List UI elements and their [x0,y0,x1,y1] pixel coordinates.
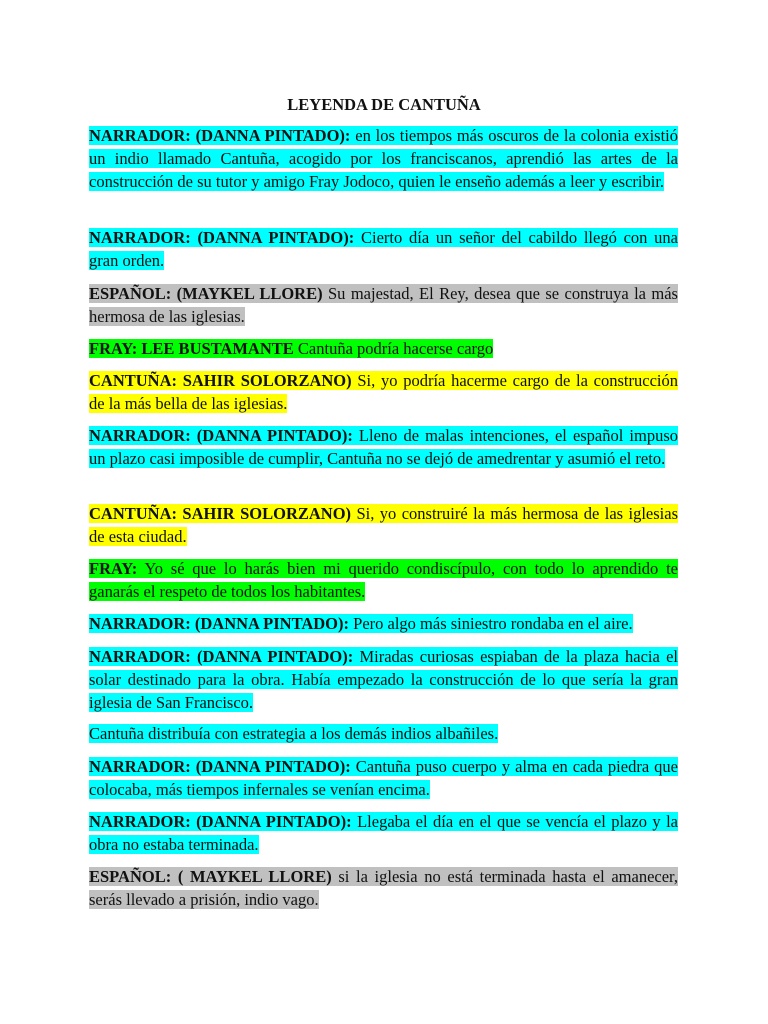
dialogue-text: Si, yo construiré la más hermosa de las iglesias de esta ciudad. [89,504,678,546]
paragraph-narrador-7 [89,755,678,801]
dialogue-text: Cantuña podría hacerse cargo [293,339,494,358]
speaker-label: ESPAÑOL: (MAYKEL LLORE) [89,284,323,303]
paragraph-espanol-1 [89,282,678,328]
dialogue-text: Si, yo podría hacerme cargo de la construcción de la más bella de las iglesias. [89,371,678,413]
paragraph-cantuna-2 [89,502,678,548]
speaker-label: NARRADOR: (DANNA PINTADO): [89,647,354,666]
dialogue-text: Llegaba el día en el que se vencía el plazo y la obra no estaba terminada. [89,812,678,854]
paragraph-narrador-5 [89,645,678,714]
paragraph-narrador-8 [89,810,678,856]
dialogue-text: Cantuña puso cuerpo y alma en cada piedra que colocaba, más tiempos infernales se venían encima. [89,757,678,799]
dialogue-text: Yo sé que lo harás bien mi querido condiscípulo, con todo lo aprendido te ganarás el respeto de todos los habitantes. [89,559,678,601]
paragraph-narrador-1 [89,124,678,193]
speaker-label: NARRADOR: (DANNA PINTADO): [89,228,355,247]
dialogue-text: Su majestad, El Rey, desea que se construya la más hermosa de las iglesias. [89,284,678,326]
paragraph-espanol-2 [89,865,678,911]
dialogue-text: Cierto día un señor del cabildo llegó con una gran orden. [89,228,678,270]
speaker-label: FRAY: LEE BUSTAMANTE [89,339,294,358]
paragraph-fray-2 [89,557,678,603]
speaker-label: CANTUÑA: SAHIR SOLORZANO) [89,371,352,390]
speaker-label: NARRADOR: (DANNA PINTADO): [89,426,353,445]
speaker-label: ESPAÑOL: ( MAYKEL LLORE) [89,867,332,886]
paragraph-narrador-6 [89,722,678,745]
dialogue-text: Pero algo más siniestro rondaba en el aire. [349,614,633,633]
speaker-label: NARRADOR: (DANNA PINTADO): [89,812,352,831]
paragraph-narrador-4 [89,612,678,635]
speaker-label: FRAY: [89,559,138,578]
speaker-label: NARRADOR: (DANNA PINTADO): [89,126,351,145]
dialogue-text: Miradas curiosas espiaban de la plaza hacia el solar destinado para la obra. Había empezado la construcción de lo que sería la gran iglesia de San Francisco. [89,647,678,712]
paragraph-cantuna-1 [89,369,678,415]
speaker-label: CANTUÑA: SAHIR SOLORZANO) [89,504,352,523]
paragraph-narrador-2 [89,226,678,272]
document-title: LEYENDA DE CANTUÑA [287,95,481,114]
paragraph-fray-1 [89,337,678,360]
dialogue-text: Lleno de malas intenciones, el español impuso un plazo casi imposible de cumplir, Cantuña no se dejó de amedrentar y asumió el reto. [89,426,678,468]
speaker-label: NARRADOR: (DANNA PINTADO): [89,757,351,776]
dialogue-text: si la iglesia no está terminada hasta el amanecer, serás llevado a prisión, indio vago. [89,867,678,909]
dialogue-text: Cantuña distribuía con estrategia a los demás indios albañiles. [89,724,499,743]
speaker-label: NARRADOR: (DANNA PINTADO): [89,614,350,633]
dialogue-text: en los tiempos más oscuros de la colonia existió un indio llamado Cantuña, acogido por los franciscanos, aprendió las artes de la construcción de su tutor y amigo Fray Jodoco, quien le enseño además a leer y escribir. [89,126,678,191]
paragraph-narrador-3 [89,424,678,470]
